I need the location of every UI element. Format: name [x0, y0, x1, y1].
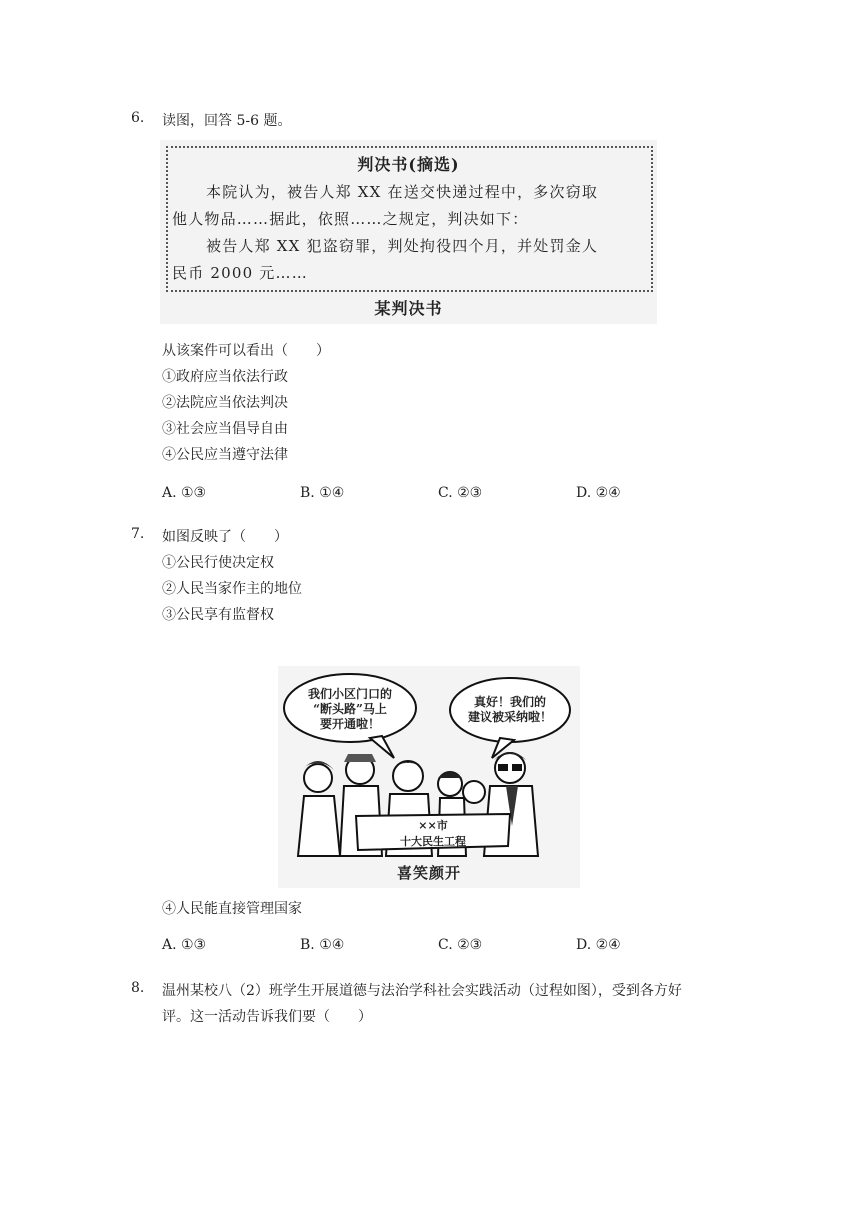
q6-option-b[interactable]: B. ①④	[300, 485, 345, 501]
cartoon-figure	[278, 666, 580, 888]
q7-statement-1: ①公民行使决定权	[162, 555, 274, 571]
q6-option-a[interactable]: A. ①③	[162, 485, 207, 501]
banner-line-1: ××市	[418, 819, 448, 832]
q7-options	[0, 937, 865, 957]
q7-stem: 如图反映了（ ）	[162, 529, 288, 545]
q8-line-1: 温州某校八（2）班学生开展道德与法治学科社会实践活动（过程如图），受到各方好	[162, 983, 682, 999]
judgment-caption: 某判决书	[374, 299, 443, 318]
q6-statement-2: ②法院应当依法判决	[162, 395, 288, 411]
q6-question: 从该案件可以看出（ ）	[162, 343, 330, 359]
q6-statement-1: ①政府应当依法行政	[162, 369, 288, 385]
judgment-figure	[160, 140, 657, 324]
q6-statement-3: ③社会应当倡导自由	[162, 421, 288, 437]
q7-statement-4: ④人民能直接管理国家	[162, 901, 302, 917]
q7-option-b[interactable]: B. ①④	[300, 937, 345, 953]
banner-line-2: 十大民生工程	[400, 835, 466, 848]
q7-number: 7.	[131, 526, 145, 542]
bubble-left-line-1: 我们小区门口的	[307, 687, 392, 701]
q6-number: 6.	[131, 110, 145, 126]
bubble-left-line-3: 要开通啦！	[319, 717, 380, 731]
judgment-line-1: 本院认为，被告人郑 XX 在送交快递过程中，多次窃取	[206, 183, 599, 201]
q8-number: 8.	[131, 980, 145, 996]
bubble-right-line-2: 建议被采纳啦！	[467, 710, 552, 724]
judgment-line-3: 被告人郑 XX 犯盗窃罪，判处拘役四个月，并处罚金人	[206, 237, 599, 255]
q8-line-2: 评。这一活动告诉我们要（ ）	[162, 1009, 372, 1025]
q7-option-c[interactable]: C. ②③	[438, 937, 483, 953]
q6-stem: 读图，回答 5-6 题。	[162, 113, 292, 129]
q6-option-d[interactable]: D. ②④	[576, 485, 621, 501]
cartoon-caption: 喜笑颜开	[396, 864, 461, 882]
q7-option-a[interactable]: A. ①③	[162, 937, 207, 953]
judgment-line-2: 他人物品……据此，依照……之规定，判决如下：	[172, 210, 529, 228]
judgment-line-4: 民币 2000 元……	[172, 264, 308, 282]
q7-statement-3: ③公民享有监督权	[162, 607, 274, 623]
bubble-right-line-1: 真好！我们的	[473, 695, 546, 709]
q6-option-c[interactable]: C. ②③	[438, 485, 483, 501]
q6-statement-4: ④公民应当遵守法律	[162, 447, 288, 463]
q6-options	[0, 485, 865, 505]
q7-statement-2: ②人民当家作主的地位	[162, 581, 302, 597]
judgment-title: 判决书(摘选)	[357, 155, 460, 174]
q7-option-d[interactable]: D. ②④	[576, 937, 621, 953]
bubble-left-line-2: “断头路”马上	[313, 702, 387, 716]
